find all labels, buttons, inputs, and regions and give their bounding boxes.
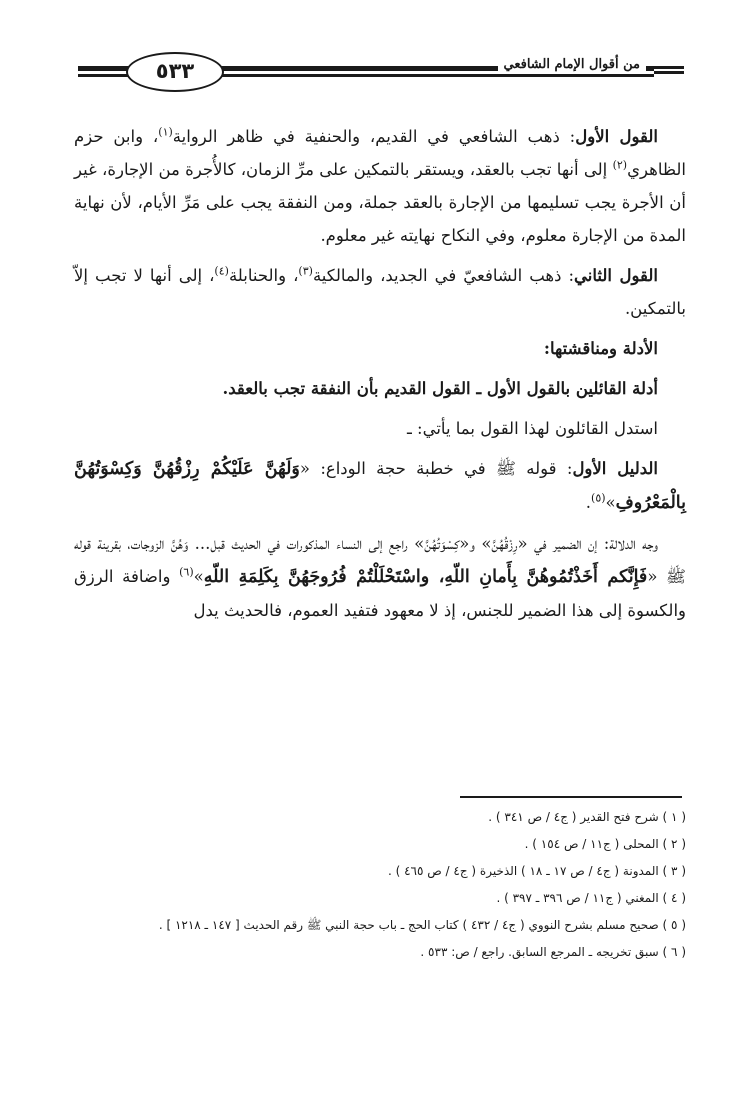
footnote-ref[interactable]: (٥) [591,491,606,505]
second-opinion-label: القول الثاني [574,266,658,285]
paragraph-intro: استدل القائلون لهذا القول بما يأتي: ـ [406,419,658,438]
paragraph-text: ، وابن حزم الظاهري [74,127,686,179]
footnote-ref[interactable]: (٣) [298,264,313,278]
paragraph-first-evidence [74,452,686,520]
paragraph-text: : قوله ﷺ في خطبة حجة الوداع: « [299,459,573,478]
footnote-3: ( ٣ ) المدونة ( ج٤ / ص ١٧ ـ ١٨ ) الذخيرة ( ج٤ / ص ٤٦٥ ) . [387,864,686,878]
footnote-1: ( ١ ) شرح فتح القدير ( ج٤ / ص ٣٤١ ) . [488,810,686,824]
paragraph-text: » [605,493,616,512]
subsection-heading: أدلة القائلين بالقول الأول ـ القول القديم بأن النفقة تجب بالعقد. [222,379,658,398]
paragraph-text: : ذهب الشافعي في القديم، والحنفية في ظاهر الرواية [172,127,576,146]
footnotes [74,804,686,966]
paragraph-text: ، إلى أنها لا تجب إلاّ بالتمكين. [74,266,686,318]
paragraph-text: إلى أنها تجب بالعقد، ويستقر بالتمكين على مرِّ الزمان، كالأُجرة من الإجارة، غير أن الأجرة يجب تسليمها من الإجارة بالعقد جملة، ومن النفقة يجب على مَرِّ الأيام، لأن نهاية المدة من الإجارة معلوم، وفي النكاح نهايته غير معلوم. [74,160,686,245]
page-number: ٥٣٣ [126,52,224,92]
header-ornament [654,66,684,78]
paragraph-first-opinion [74,120,686,252]
paragraph-text: . [585,493,592,512]
paragraph-text: واضافة الرزق والكسوة إلى هذا الضمير للجنس، إذ لا معهود فتفيد العموم، فالحديث يدل [74,567,686,620]
hadith-quote: فَإِنَّكم أَخَذْتُمُوهُنَّ بِأَمانِ اللّهِ، واسْتَحْلَلْتُمْ فُرُوجَهُنَّ بِكَلِمَةِ اللّهِ [203,567,648,587]
paragraph-indication [74,527,686,627]
footnote-2: ( ٢ ) المحلى ( ج١١ / ص ١٥٤ ) . [524,837,686,851]
footnote-ref[interactable]: (٦) [179,565,194,579]
paragraph-text: ، والحنابلة [228,266,299,285]
footnote-6: ( ٦ ) سبق تخريجه ـ المرجع السابق. راجع / ص: ٥٣٣ . [420,945,686,959]
running-title: من أقوال الإمام الشافعي [498,57,647,72]
footnote-4: ( ٤ ) المغني ( ج١١ / ص ٣٩٦ ـ ٣٩٧ ) . [496,891,686,905]
footnote-ref[interactable]: (٤) [214,264,229,278]
footnote-5: ( ٥ ) صحيح مسلم بشرح النووي ( ج٤ / ٤٣٢ ) كتاب الحج ـ باب حجة النبي ﷺ رقم الحديث [ ١٤٧ ـ ١٢١٨ ] . [158,918,686,932]
hadith-quote: وَلَهُنَّ عَلَيْكُمْ رِزْقُهُنَّ وَكِسْوَتُهُنَّ بِالْمَعْرُوفِ [74,459,686,513]
footnote-ref[interactable]: (٢) [612,158,628,172]
paragraph-text: : ذهب الشافعيّ في الجديد، والمالكية [312,266,575,285]
footnote-divider [460,796,682,798]
section-heading: الأدلة ومناقشتها: [543,339,658,358]
paragraph-text: وجه الدلالة: إن الضمير في «رِزْقُهُنَّ» و«كِسْوَتُهُنَّ» راجع إلى النساء المذكورات في الحديث قبل... وَهُنَّ الزوجات، بقرينة قوله ﷺ « [74,534,686,586]
paragraph-second-opinion [74,259,686,325]
main-text [74,120,686,634]
footnote-ref[interactable]: (١) [158,125,173,139]
first-opinion-label: القول الأول [575,127,659,146]
page-header [78,52,684,94]
first-evidence-label: الدليل الأول [572,459,658,478]
paragraph-text: » [193,567,204,586]
